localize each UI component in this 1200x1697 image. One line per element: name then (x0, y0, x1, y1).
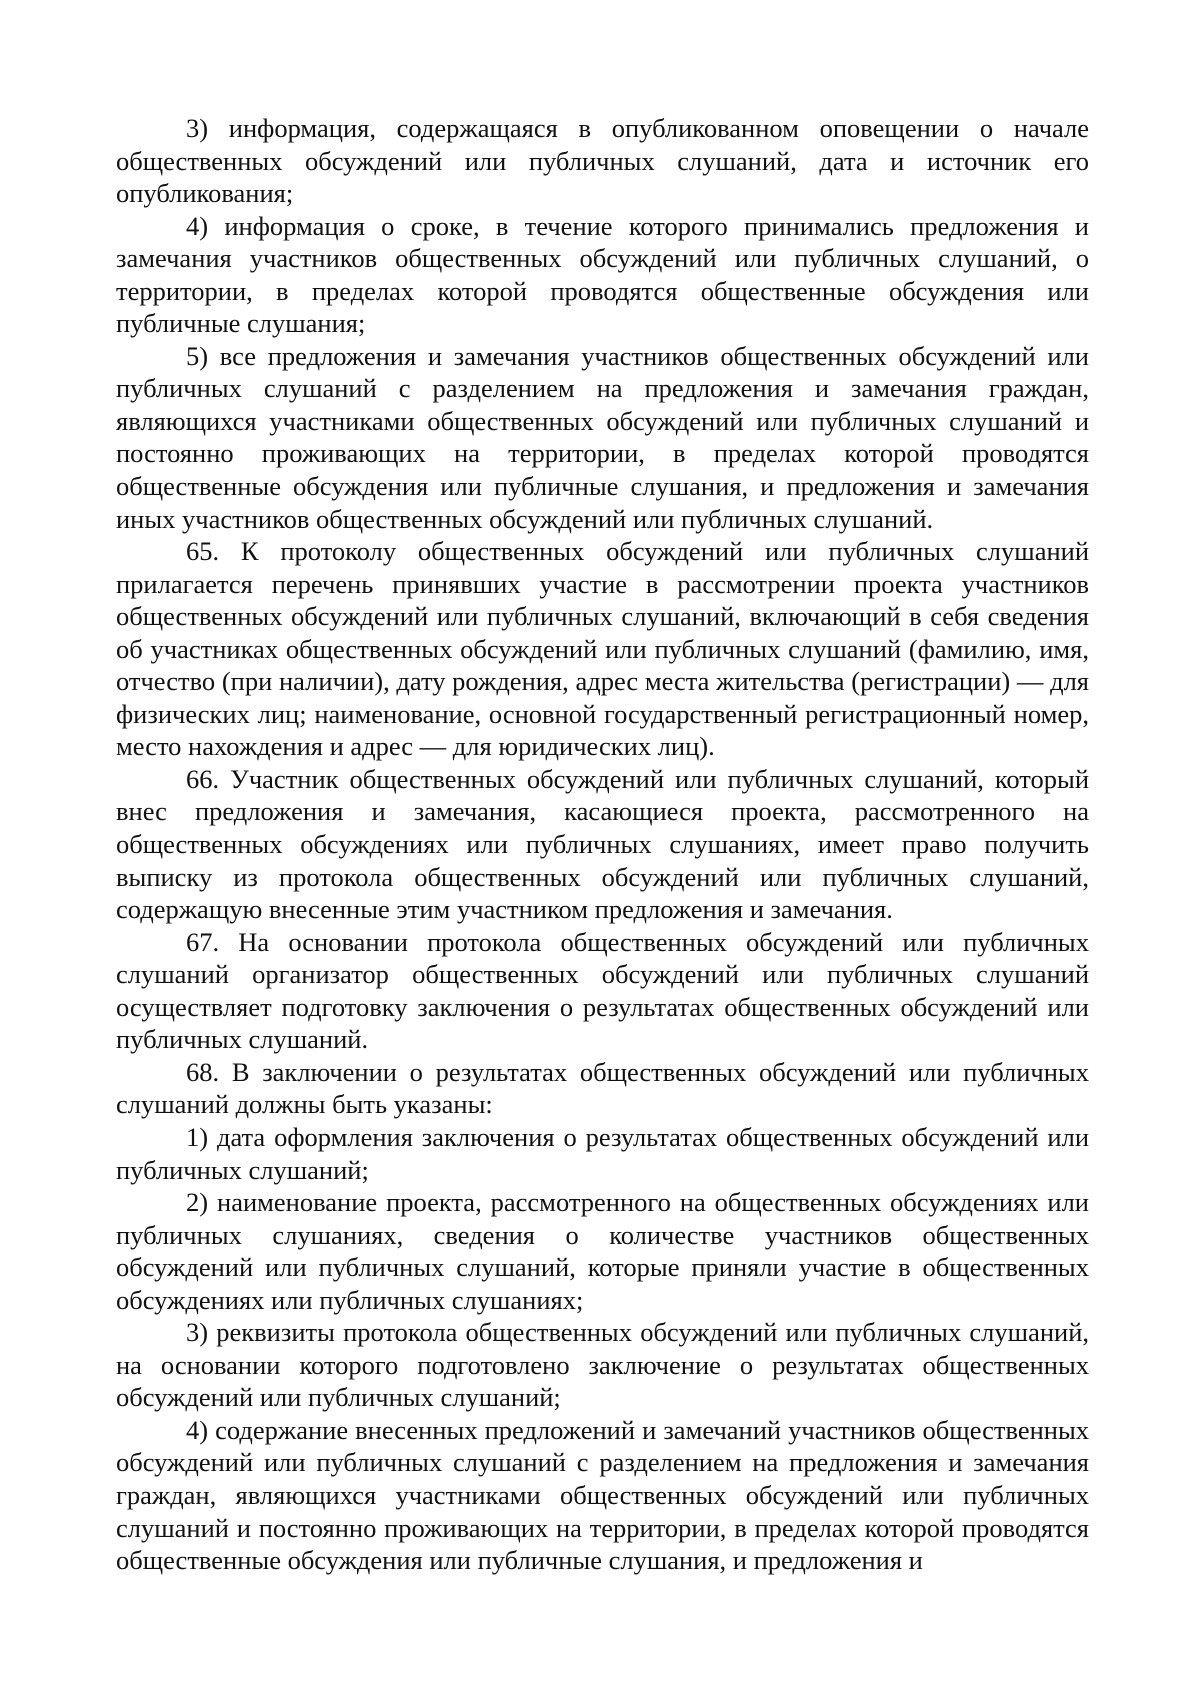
paragraph-item-4-content: 4) содержание внесенных предложений и замечаний участников общественных обсуждений или публичных слушаний с разделением на предложения и замечания граждан, являющихся участниками общественных обсуждений или публичных слушаний и постоянно проживающих на территории, в пределах которой проводятся общественные обсуждения или публичные слушания, и предложения и (116, 1414, 1089, 1576)
paragraph-item-1: 1) дата оформления заключения о результатах общественных обсуждений или публичных слушаний; (116, 1121, 1089, 1185)
paragraph-item-5: 5) все предложения и замечания участников общественных обсуждений или публичных слушаний с разделением на предложения и замечания граждан, являющихся участниками общественных обсуждений или публичных слушаний и постоянно проживающих на территории, в пределах которой проводятся общественные обсуждения или публичные слушания, и предложения и замечания иных участников общественных обсуждений или публичных слушаний. (116, 340, 1089, 534)
document-body (116, 112, 1089, 1577)
paragraph-item-4: 4) информация о сроке, в течение которого принимались предложения и замечания участников общественных обсуждений или публичных слушаний, о территории, в пределах которой проводятся общественные обсуждения или публичные слушания; (116, 210, 1089, 339)
paragraph-clause-68: 68. В заключении о результатах общественных обсуждений или публичных слушаний должны быть указаны: (116, 1056, 1089, 1120)
paragraph-clause-65: 65. К протоколу общественных обсуждений или публичных слушаний прилагается перечень принявших участие в рассмотрении проекта участников общественных обсуждений или публичных слушаний, включающий в себя сведения об участниках общественных обсуждений или публичных слушаний (фамилию, имя, отчество (при наличии), дату рождения, адрес места жительства (регистрации) — для физических лиц; наименование, основной государственный регистрационный номер, место нахождения и адрес — для юридических лиц). (116, 536, 1089, 762)
paragraph-clause-67: 67. На основании протокола общественных обсуждений или публичных слушаний организатор общественных обсуждений или публичных слушаний осуществляет подготовку заключения о результатах общественных обсуждений или публичных слушаний. (116, 926, 1089, 1055)
paragraph-item-3: 3) информация, содержащаяся в опубликованном оповещении о начале общественных обсуждений или публичных слушаний, дата и источник его опубликования; (116, 113, 1089, 209)
paragraph-clause-66: 66. Участник общественных обсуждений или публичных слушаний, который внес предложения и замечания, касающиеся проекта, рассмотренного на общественных обсуждениях или публичных слушаниях, имеет право получить выписку из протокола общественных обсуждений или публичных слушаний, содержащую внесенные этим участником предложения и замечания. (116, 763, 1089, 925)
paragraph-item-3-requisites: 3) реквизиты протокола общественных обсуждений или публичных слушаний, на основании которого подготовлено заключение о результатах общественных обсуждений или публичных слушаний; (116, 1317, 1089, 1413)
paragraph-item-2: 2) наименование проекта, рассмотренного на общественных обсуждениях или публичных слушаниях, сведения о количестве участников общественных обсуждений или публичных слушаний, которые приняли участие в общественных обсуждениях или публичных слушаниях; (116, 1187, 1089, 1315)
